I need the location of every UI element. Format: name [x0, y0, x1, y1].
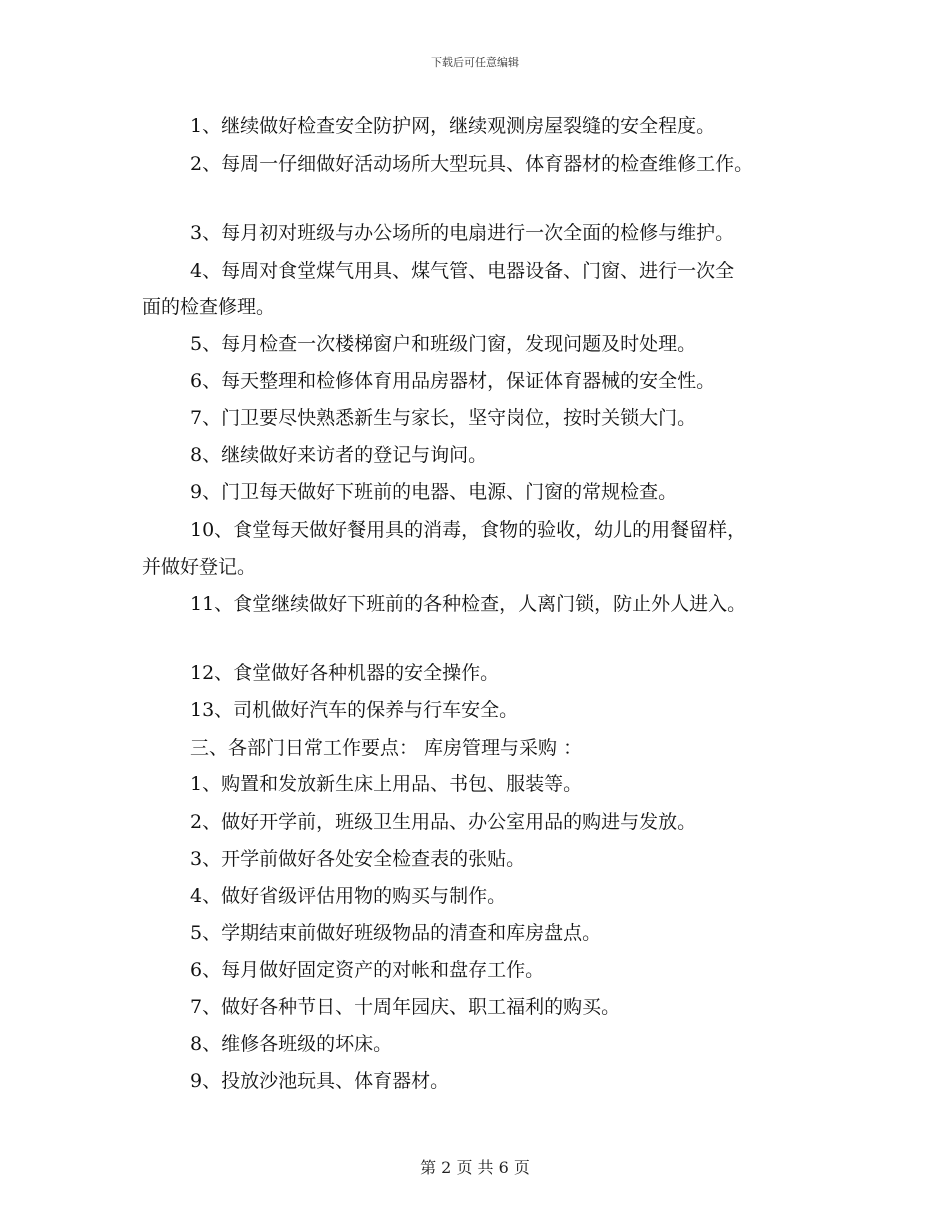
paragraph-line: 4、每周对食堂煤气用具、煤气管、电器设备、门窗、进行一次全 [190, 260, 735, 282]
paragraph-line: 12、食堂做好各种机器的安全操作。 [190, 662, 500, 684]
paragraph-line: 7、门卫要尽快熟悉新生与家长，坚守岗位，按时关锁大门。 [190, 407, 697, 429]
paragraph-line: 10、食堂每天做好餐用具的消毒，食物的验收，幼儿的用餐留样， [190, 519, 747, 541]
paragraph-line: 6、每天整理和检修体育用品房器材，保证体育器械的安全性。 [190, 370, 716, 392]
paragraph-line-continuation: 并做好登记。 [142, 556, 257, 578]
paragraph-line: 8、维修各班级的坏床。 [190, 1033, 393, 1055]
paragraph-line: 9、投放沙池玩具、体育器材。 [190, 1070, 450, 1092]
paragraph-line: 3、开学前做好各处安全检查表的张贴。 [190, 848, 526, 870]
paragraph-line: 1、继续做好检查安全防护网，继续观测房屋裂缝的安全程度。 [190, 115, 716, 137]
paragraph-line: 8、继续做好来访者的登记与询问。 [190, 444, 488, 466]
paragraph-line: 3、每月初对班级与办公场所的电扇进行一次全面的检修与维护。 [190, 222, 735, 244]
page-number-footer: 第 2 页 共 6 页 [420, 1158, 530, 1177]
paragraph-line: 2、做好开学前，班级卫生用品、办公室用品的购进与发放。 [190, 811, 697, 833]
paragraph-line: 7、做好各种节日、十周年园庆、职工福利的购买。 [190, 996, 621, 1018]
paragraph-line: 5、每月检查一次楼梯窗户和班级门窗，发现问题及时处理。 [190, 333, 697, 355]
paragraph-line: 2、每周一仔细做好活动场所大型玩具、体育器材的检查维修工作。 [190, 153, 754, 175]
section-heading: 三、各部门日常工作要点： 库房管理与采购 ： [190, 737, 583, 759]
page-header: 下载后可任意编辑 [431, 56, 519, 69]
paragraph-line: 1、购置和发放新生床上用品、书包、服装等。 [190, 773, 583, 795]
paragraph-line: 6、每月做好固定资产的对帐和盘存工作。 [190, 959, 545, 981]
paragraph-line-continuation: 面的检查修理。 [142, 296, 276, 318]
paragraph-line: 9、门卫每天做好下班前的电器、电源、门窗的常规检查。 [190, 481, 678, 503]
paragraph-line: 11、食堂继续做好下班前的各种检查，人离门锁，防止外人进入。 [190, 593, 747, 615]
paragraph-line: 4、做好省级评估用物的购买与制作。 [190, 885, 507, 907]
paragraph-line: 13、司机做好汽车的保养与行车安全。 [190, 699, 519, 721]
paragraph-line: 5、学期结束前做好班级物品的清查和库房盘点。 [190, 922, 602, 944]
